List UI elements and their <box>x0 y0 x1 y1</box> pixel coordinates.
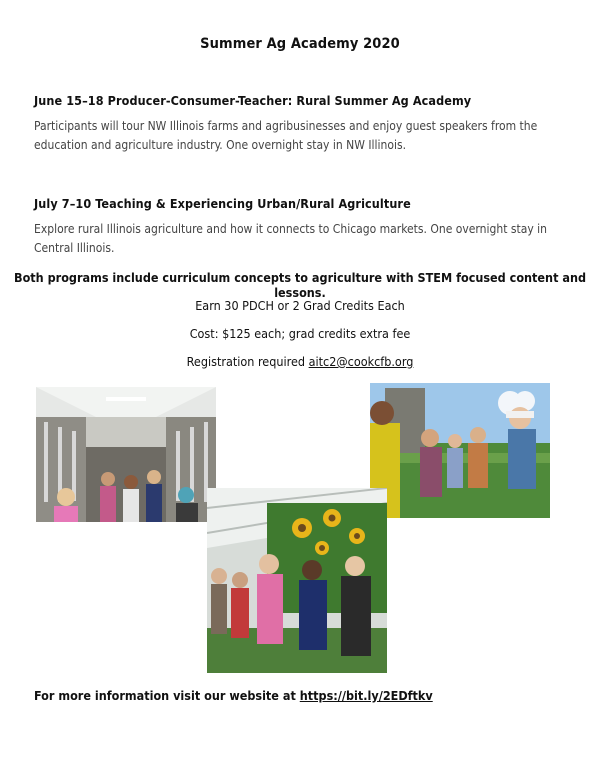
footer-label: For more information visit our website at <box>34 688 296 703</box>
program1-heading: June 15–18 Producer-Consumer-Teacher: Rural Summer Ag Academy <box>34 93 472 108</box>
website-link[interactable]: https://bit.ly/2EDftkv <box>299 688 433 703</box>
cost-line: Cost: $125 each; grad credits extra fee <box>189 326 411 341</box>
program2-description: Explore rural Illinois agriculture and how it connects to Chicago markets. One overnight stay in Central Illinois. <box>34 222 547 255</box>
program1-description: Participants will tour NW Illinois farms and agribusinesses and enjoy guest speakers from the education and agriculture industry. One overnight stay in NW Illinois. <box>34 119 538 152</box>
both-programs-note: Both programs include curriculum concepts to agriculture with STEM focused content and lessons. <box>14 270 586 300</box>
milking-parlor-photo <box>36 387 216 522</box>
credits-line: Earn 30 PDCH or 2 Grad Credits Each <box>195 298 405 313</box>
footer-info <box>34 688 433 703</box>
registration-label: Registration required <box>186 354 306 369</box>
page-title: Summer Ag Academy 2020 <box>200 36 400 52</box>
registration-line <box>0 354 600 369</box>
registration-email-link[interactable]: aitc2@cookcfb.org <box>308 354 414 369</box>
field-tour-photo <box>370 383 550 518</box>
program2-heading: July 7–10 Teaching & Experiencing Urban/Rural Agriculture <box>34 196 411 211</box>
greenhouse-sunflower-photo <box>207 488 387 673</box>
